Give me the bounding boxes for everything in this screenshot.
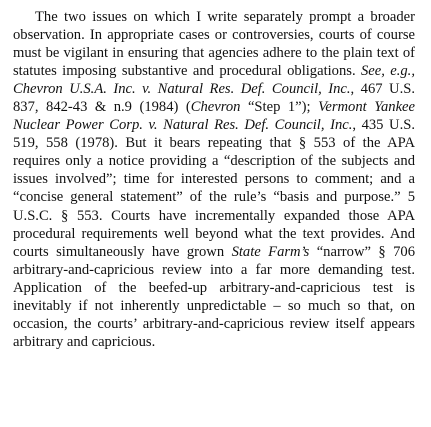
body-paragraph [13, 8, 415, 351]
case-citation-vermont-yankee: Vermont Yankee Nuclear Power Corp. v. Natural Res. Def. Council, Inc. [13, 99, 416, 134]
document-page [13, 8, 415, 351]
paragraph-text: , 467 U.S. 837, 842-43 & n.9 (1984) ( [13, 81, 415, 116]
case-name-state-farm: State Farm’s [231, 243, 310, 260]
paragraph-text: “Step 1”); [240, 99, 319, 116]
paragraph-text: , 435 U.S. 519, 558 (1978). But it bears repeating that § 553 of the APA requires only a notice providing a “description of the subjects and issues involved”; time for interested persons to comment; and a “concise general statement” of the rule’s “basis and purpose.” 5 U.S.C. § 553. Courts have incrementally expanded those APA procedural requirements well beyond what the text provides. And courts simultaneously have grown [13, 117, 416, 260]
paragraph-text: “narrow” § 706 arbitrary-and-capricious review into a far more demanding test. Application of the beefed-up arbitrary-and-capricious test is inevitably if not inherently unpredictable – so much so that, on occasion, the courts’ arbitrary-and-capricious review itself appears arbitrary and capricious. [13, 243, 416, 350]
case-citation-chevron: See, e.g., Chevron U.S.A. Inc. v. Natural Res. Def. Council, Inc. [13, 63, 415, 98]
paragraph-text: The two issues on which I write separately prompt a broader observation. In appropriate cases or controversies, courts of course must be vigilant in ensuring that agencies adhere to the plain text of statutes imposing substantive and procedural obligations. [13, 9, 415, 80]
case-name-chevron: Chevron [190, 99, 241, 116]
